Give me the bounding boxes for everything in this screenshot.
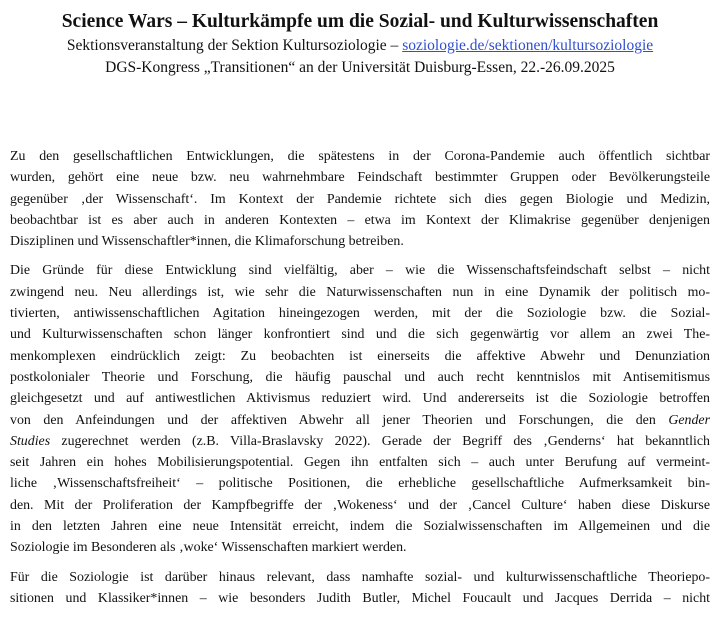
text-line: in den letzten Jahren eine neue Intensität erreicht, indem die Sozialwissenschaften im Allgemeinen und die [10, 519, 710, 535]
section-line [0, 35, 720, 57]
line-text: von den Anfeindungen und der affektiven Abwehr all jener Theorien und Forschungen, die den [10, 412, 656, 428]
text-line: Disziplinen und Wissenschaftler*innen, die Klimaforschung betreiben. [10, 234, 404, 250]
text-line: sitionen und Klassiker*innen – wie besonders Judith Butler, Michel Foucault und Jacques Derrida – nicht [10, 590, 710, 606]
text-line: und Kulturwissenschaften schon länger konfrontiert sind und die sich gegenwärtig vor allem an zwei The- [10, 327, 710, 343]
text-line: Soziologie im Besonderen als ‚woke‘ Wissenschaften markiert werden. [10, 540, 407, 556]
section-link[interactable]: soziologie.de/sektionen/kultursoziologie [402, 37, 654, 54]
section-text: Sektionsveranstaltung der Sektion Kultursoziologie – [66, 37, 403, 54]
paragraph-3 [10, 567, 710, 610]
text-line: beobachtbar ist es aber auch in anderen Kontexten – etwa im Kontext der Klimakrise gegenüber denjenigen [10, 212, 710, 228]
document-body [10, 146, 710, 617]
text-line: Die Gründe für diese Entwicklung sind vielfältig, aber – wie die Wissenschaftsfeindschaft selbst – nicht [10, 263, 710, 279]
text-line: seit Jahren ein hohes Mobilisierungspotential. Gegen ihn entfalten sich – auch unter Berufung auf vermeint- [10, 455, 710, 471]
text-line: den. Mit der Proliferation der Kampfbegriffe der ‚Wokeness‘ und der ‚Cancel Culture‘ haben diese Diskurse [10, 497, 710, 513]
text-line: liche ‚Wissenschaftsfreiheit‘ – politische Positionen, die erhebliche gesellschaftliche Aufmerksamkeit bin- [10, 476, 710, 492]
line-text: zugerechnet werden (z.B. Villa-Braslavsky 2022). Gerade der Begriff des ‚Genderns‘ hat bekanntlich [50, 433, 710, 449]
text-line: menkomplexen eindrücklich zeigt: Zu beobachten ist einerseits die affektive Abwehr und Denunziation [10, 348, 710, 364]
document-header [0, 0, 720, 79]
text-line: gegenüber ‚der Wissenschaft‘. Im Kontext der Pandemie richtete sich dies gegen Biologie und Medizin, [10, 191, 710, 207]
text-line-with-italic [10, 410, 710, 431]
text-line: zwingend neu. Neu allerdings ist, wie sehr die Naturwissenschaften nun in eine Dynamik der politisch mo- [10, 284, 710, 300]
paragraph-2 [10, 260, 710, 558]
document-title: Science Wars – Kulturkämpfe um die Sozial- und Kulturwissenschaften [61, 11, 659, 32]
congress-line: DGS-Kongress „Transitionen“ an der Universität Duisburg-Essen, 22.-26.09.2025 [105, 59, 615, 76]
text-line: Für die Soziologie ist darüber hinaus relevant, dass namhafte sozial- und kulturwissenschaftliche Theoriepo- [10, 569, 710, 585]
text-line: postkolonialer Theorie und Forschung, die häufig pauschal und auch recht kenntnislos mit Antisemitismus [10, 369, 710, 385]
paragraph-1 [10, 146, 710, 252]
text-line-with-italic [10, 431, 710, 452]
text-line: Zu den gesellschaftlichen Entwicklungen, die spätestens in der Corona-Pandemie auch öffentlich sichtbar [10, 149, 710, 164]
italic-term: Gender [668, 412, 710, 428]
text-line: tivierten, antiwissenschaftlichen Agitation hineingezogen werden, mit der die Soziologie bzw. die Sozial- [10, 306, 710, 322]
text-line: gleichgesetzt und auf antiwestlichen Aktivismus reduziert wird. Und andererseits ist die Soziologie betroffen [10, 391, 710, 407]
text-line: wurden, gehört eine neue bzw. neu wahrnehmbare Feindschaft bestimmter Gruppen oder Bevölkerungsteile [10, 170, 710, 186]
italic-term: Studies [10, 433, 51, 449]
